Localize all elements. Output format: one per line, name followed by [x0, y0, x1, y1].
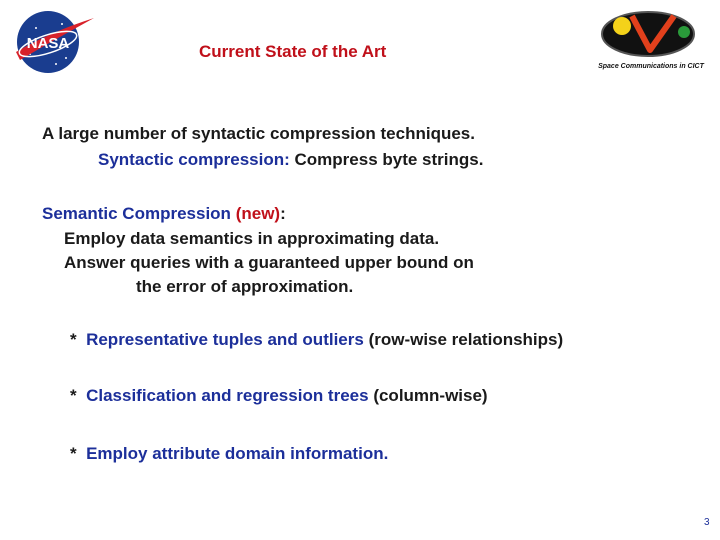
space-communications-logo — [588, 6, 714, 72]
semantic-line-1: Employ data semantics in approximating data. — [64, 229, 440, 248]
bullet-marker: * — [70, 386, 77, 405]
bullet-text: Representative tuples and outliers — [86, 330, 364, 349]
bullet-item — [70, 444, 388, 464]
page-title: Current State of the Art — [199, 42, 387, 61]
semantic-line-3: the error of approximation. — [136, 277, 354, 296]
bullet-note: (row-wise relationships) — [368, 330, 564, 349]
bullet-item — [70, 330, 563, 350]
bullet-text: Employ attribute domain information. — [86, 444, 389, 463]
syntactic-definition — [98, 150, 483, 170]
bullet-note: (column-wise) — [373, 386, 488, 405]
semantic-line-2: Answer queries with a guaranteed upper bound on — [64, 253, 474, 272]
heading-colon: : — [280, 204, 286, 223]
bullet-item — [70, 386, 488, 406]
syntactic-intro: A large number of syntactic compression techniques. — [42, 124, 475, 143]
syntactic-label: Syntactic compression: — [98, 150, 290, 169]
syntactic-text: Compress byte strings. — [294, 150, 484, 169]
bullet-text: Classification and regression trees — [86, 386, 369, 405]
new-tag: (new) — [235, 204, 281, 223]
page-number: 3 — [704, 517, 710, 528]
nasa-logo — [10, 6, 96, 76]
semantic-heading — [42, 204, 286, 224]
bullet-marker: * — [70, 444, 77, 463]
logo-caption: Space Communications in CICT — [598, 63, 704, 70]
semantic-label: Semantic Compression — [42, 204, 231, 223]
nasa-logo-text: NASA — [26, 35, 70, 52]
bullet-marker: * — [70, 330, 77, 349]
